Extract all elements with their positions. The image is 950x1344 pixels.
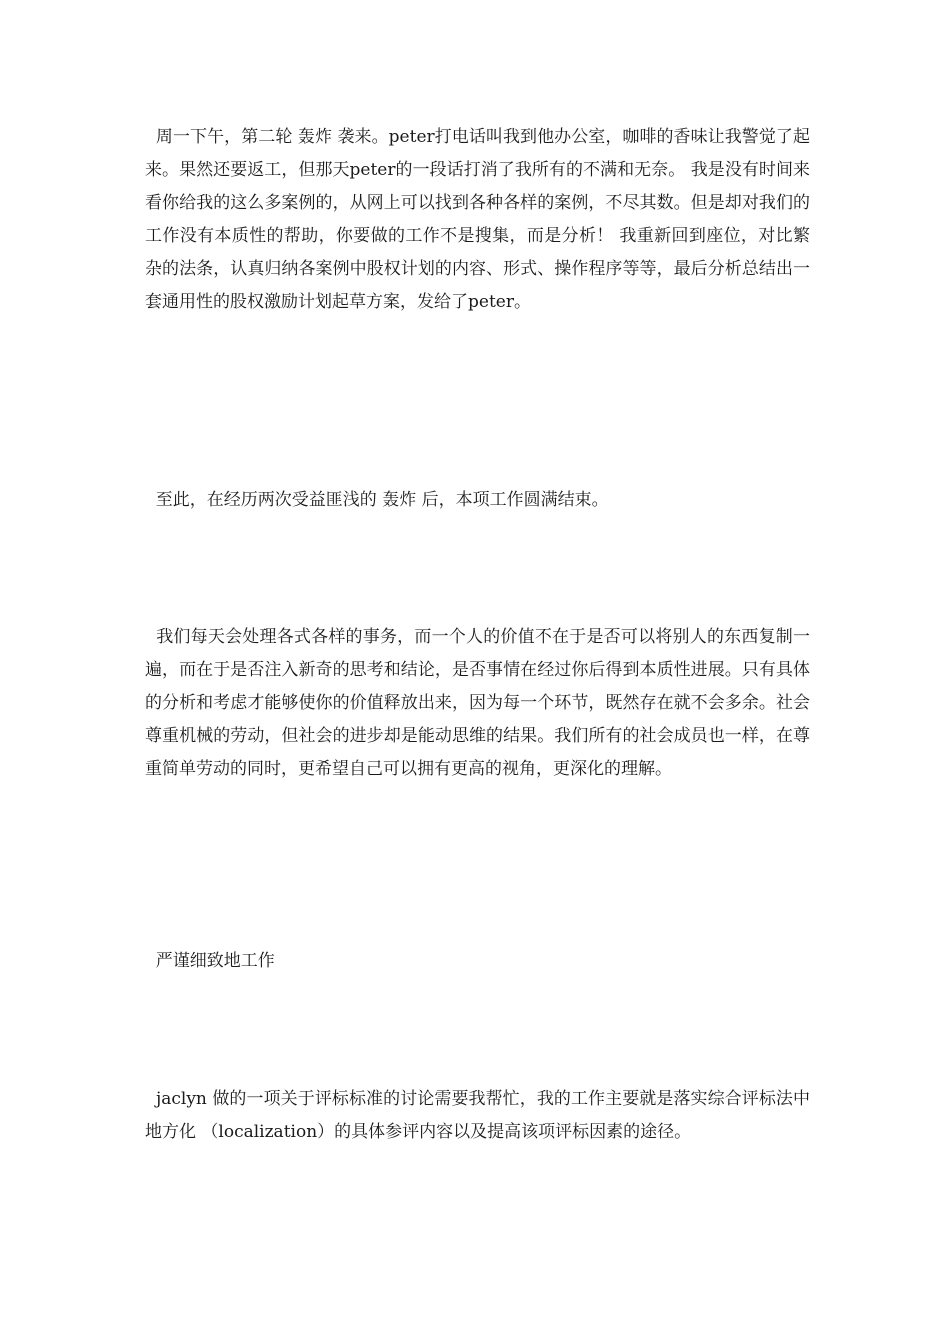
paragraph-work-complete: 至此，在经历两次受益匪浅的 轰炸 后，本项工作圆满结束。: [145, 490, 609, 510]
paragraph-jaclyn-task: jaclyn 做的一项关于评标标准的讨论需要我帮忙，我的工作主要就是落实综合评标法中 地方化 （localization）的具体参评内容以及提高该项评标因素的途径。: [145, 1089, 810, 1142]
paragraph-value-reflection: 我们每天会处理各式各样的事务，而一个人的价值不在于是否可以将别人的东西复制一遍，而在于是否注入新奇的思考和结论，是否事情在经过你后得到本质性进展。只有具体的分析和考虑才能够使你的价值释放出来，因为每一个环节，既然存在就不会多余。社会尊重机械的劳动，但社会的进步却是能动思维的结果。我们所有的社会成员也一样，在尊重简单劳动的同时，更希望自己可以拥有更高的视角，更深化的理解。: [145, 627, 810, 779]
paragraph-peter-review: 周一下午，第二轮 轰炸 袭来。peter打电话叫我到他办公室，咖啡的香味让我警觉了起来。果然还要返工，但那天peter的一段话打消了我所有的不满和无奈。 我是没有时间来看你给我的这么多案例的，从网上可以找到各种各样的案例，不尽其数。但是却对我们的工作没有本质性的帮助，你要做的工作不是搜集，而是分析！ 我重新回到座位，对比繁杂的法条，认真归纳各案例中股权计划的内容、形式、操作程序等等，最后分析总结出一套通用性的股权激励计划起草方案，发给了peter。: [145, 127, 810, 312]
section-heading: 严谨细致地工作: [145, 951, 275, 971]
